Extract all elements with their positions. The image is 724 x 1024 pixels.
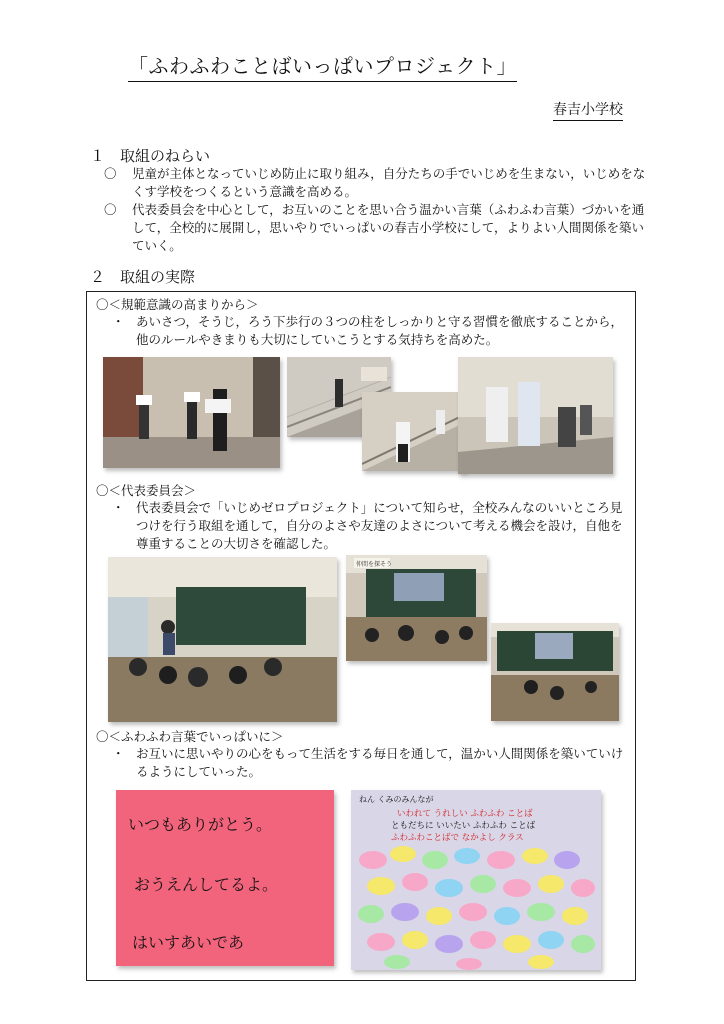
bullet-marker: ・ — [112, 500, 125, 515]
classroom-sign-text: 仲間を探そう — [356, 561, 393, 568]
card-line-1: いつもありがとう。 — [128, 815, 273, 834]
greeting-at-entrance-photo — [103, 357, 280, 468]
fuwafuwa-paragraph — [112, 745, 632, 781]
bullet-marker: 〇 — [104, 166, 117, 181]
card-line-2: おうえんしてるよ。 — [134, 875, 279, 894]
school-name: 春吉小学校 — [553, 99, 623, 121]
aim-bullet-2 — [104, 201, 649, 255]
pink-message-card-photo — [116, 790, 334, 966]
bullet-marker: ・ — [112, 314, 125, 329]
aim-bullet-1 — [104, 165, 649, 201]
classroom-screen-photo — [491, 623, 619, 721]
page-title: 「ふわふわことばいっぱいプロジェクト」 — [128, 50, 517, 82]
subheading-norms: 〇＜規範意識の高まりから＞ — [96, 297, 259, 312]
bullet-marker: 〇 — [104, 202, 117, 217]
committee-paragraph — [112, 499, 632, 553]
poster-line-4: ふわふわことばで なかよし クラス — [391, 833, 524, 843]
norms-text: あいさつ，そうじ，ろう下歩行の３つの柱をしっかりと守る習慣を徹底することから，他のルールやきまりも大切にしていこうとする気持ちを高めた。 — [136, 314, 624, 347]
poster-line-2: いわれて うれしい ふわふわ ことば — [397, 809, 533, 819]
fuwafuwa-text: お互いに思いやりの心をもって生活をする毎日を通して，温かい人間関係を築いていけるようにしていった。 — [136, 746, 624, 779]
norms-paragraph — [112, 313, 627, 349]
committee-meeting-photo — [108, 557, 337, 722]
video-broadcast-photo — [346, 555, 487, 661]
poster-line-3: ともだちに いいたい ふわふわ ことば — [391, 821, 536, 831]
subheading-fuwafuwa: 〇＜ふわふわ言葉でいっぱいに＞ — [96, 729, 284, 744]
hallway-walking-photo — [458, 357, 613, 474]
class-poster-photo — [351, 790, 601, 970]
aim-text-1: 児童が主体となっていじめ防止に取り組み，自分たちの手でいじめを生まない，いじめをなくす学校をつくるという意識を高める。 — [132, 166, 646, 199]
section-1-heading: １ 取組のねらい — [90, 147, 211, 165]
bullet-marker: ・ — [112, 746, 125, 761]
subheading-committee: 〇＜代表委員会＞ — [96, 483, 197, 498]
committee-text: 代表委員会で「いじめゼロプロジェクト」について知らせ，全校みんなのいいところ見つけを行う取組を通して，自分のよさや友達のよさについて考える機会を設け，自他を尊重することの大切さを確認した。 — [136, 500, 623, 551]
card-line-3: はいすあいであ — [132, 933, 245, 952]
stairs-walking-photo — [362, 392, 466, 471]
poster-line-1: ねん くみのみんなが — [359, 795, 434, 804]
aim-text-2: 代表委員会を中心として，お互いのことを思い合う温かい言葉（ふわふわ言葉）づかいを通して，全校的に展開し，思いやりでいっぱいの春吉小学校にして，よりよい人間関係を築いていく。 — [132, 202, 645, 253]
section-2-heading: ２ 取組の実際 — [90, 268, 196, 286]
